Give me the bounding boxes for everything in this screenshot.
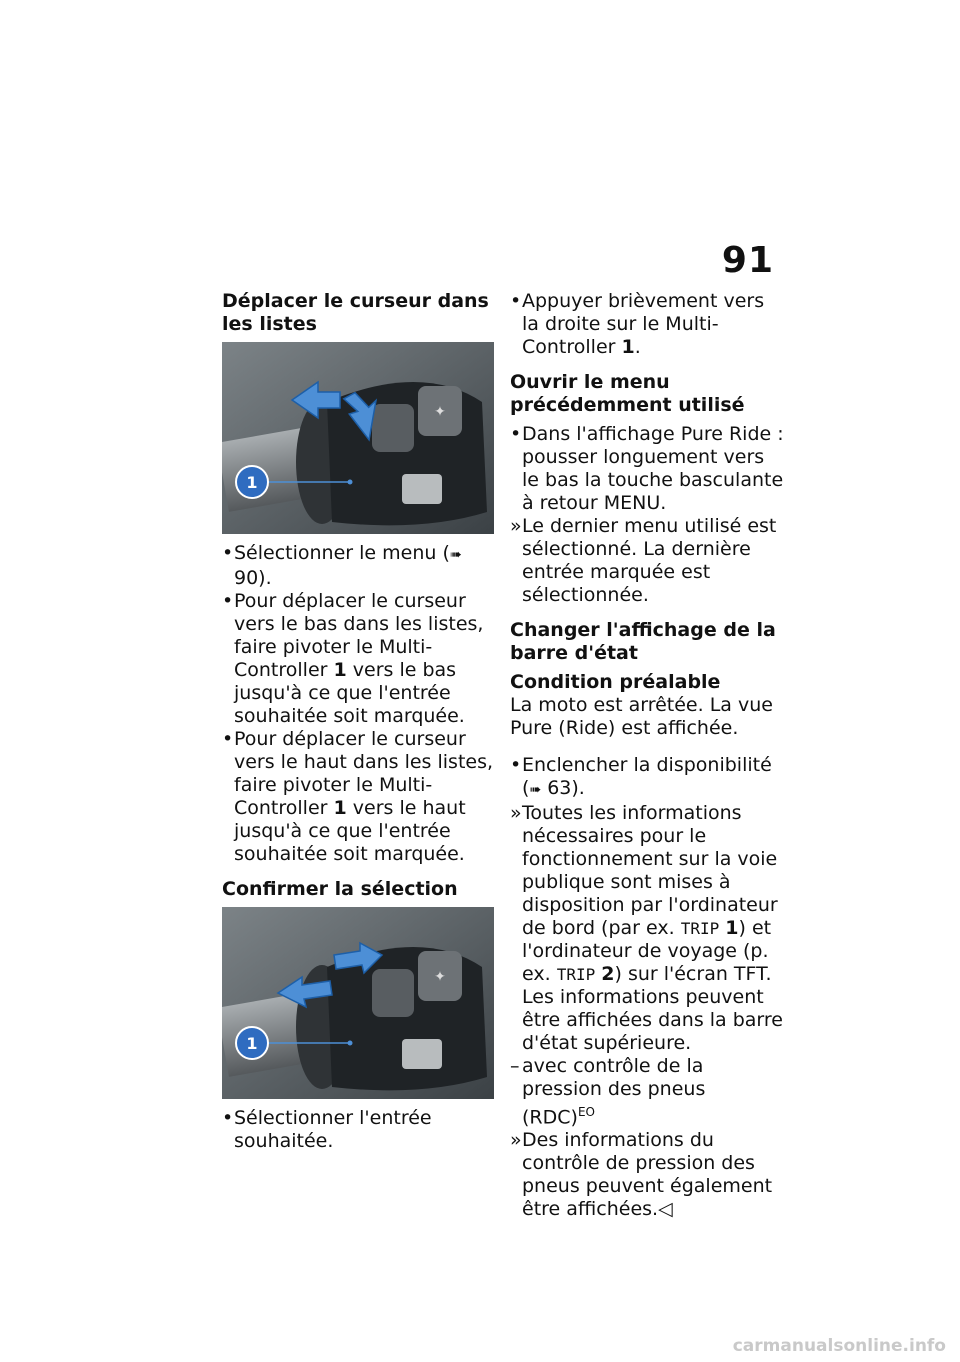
svg-text:✦: ✦: [434, 969, 446, 985]
ref-arrow-icon: ➠: [529, 782, 542, 798]
handlebar-illustration: [222, 342, 494, 534]
section-title-confirm: Confirmer la sélection: [222, 878, 458, 900]
callout-1: 1: [246, 1034, 258, 1053]
bullet-mark: •: [222, 728, 234, 750]
result-item: » Le dernier menu utilisé est sélectionné. La dernière entrée marquée est sélectionnée.: [510, 515, 777, 606]
dash-mark: –: [510, 1055, 520, 1077]
result-mark: »: [510, 515, 522, 537]
section-title-move-cursor: Déplacer le curseur dans les listes: [222, 290, 489, 335]
bullet-mark: •: [222, 1107, 234, 1129]
svg-text:✦: ✦: [434, 404, 446, 420]
figure-multi-controller-confirm: [222, 907, 494, 1099]
section-title-status-bar: Changer l'affichage de la barre d'état: [510, 619, 776, 664]
bullet-mark: •: [510, 290, 522, 312]
result-mark: »: [510, 1129, 522, 1152]
list-item: • Pour déplacer le curseur vers le bas dans les listes, faire pivoter le Multi-Controller 1 vers le bas jusqu'à ce que l'entrée souhaitée soit marquée.: [222, 590, 484, 727]
list-item: • Enclencher la disponibilité (➠ 63).: [510, 754, 772, 799]
callout-1: 1: [246, 473, 258, 492]
page-ref[interactable]: 90).: [234, 567, 272, 589]
handlebar-illustration: [222, 907, 494, 1099]
list-item: • Sélectionner le menu (➠ 90).: [222, 542, 462, 589]
result-mark: »: [510, 802, 522, 824]
trip-label: TRIP: [556, 965, 596, 984]
list-item: • Sélectionner l'entrée souhaitée.: [222, 1107, 432, 1152]
bullet-mark: •: [510, 754, 522, 776]
left-column: [222, 290, 494, 1153]
eo-superscript: EO: [577, 1105, 595, 1119]
footer-watermark: carmanualsonline.info: [732, 1336, 946, 1356]
figure-multi-controller-scroll: [222, 342, 494, 534]
list-item: • Dans l'affichage Pure Ride : pousser longuement vers le bas la touche basculante à retour MENU.: [510, 423, 784, 514]
bullet-mark: •: [222, 542, 234, 564]
list-item: • Pour déplacer le curseur vers le haut dans les listes, faire pivoter le Multi-Controller 1 vers le haut jusqu'à ce que l'entrée souhaitée soit marquée.: [222, 728, 494, 865]
condition-text: La moto est arrêtée. La vue Pure (Ride) est affichée.: [510, 694, 773, 739]
result-item: » Des informations du contrôle de pression des pneus peuvent également être affichées.◁: [510, 1129, 773, 1221]
condition-title: Condition préalable: [510, 671, 721, 693]
bullet-mark: •: [510, 423, 522, 445]
ref-arrow-icon: ➠: [449, 547, 462, 563]
bullet-mark: •: [222, 590, 234, 612]
dash-item: – avec contrôle de la pression des pneus (RDC)$^{EO}$: [510, 1055, 706, 1129]
result-item: » Toutes les informations nécessaires pour le fonctionnement sur la voie publique sont mises à disposition par l'ordinateur de bord (par ex. TRIP 1) et l'ordinateur de voyage (p. ex. TRIP 2) sur l'écran TFT. Les informations peuvent être affichées dans la barre d'état supérieure.: [510, 802, 783, 1054]
right-column: [510, 290, 784, 1221]
list-item: • Appuyer brièvement vers la droite sur le Multi-Controller 1.: [510, 290, 765, 358]
page-number: 91: [721, 240, 774, 281]
page-ref[interactable]: 63).: [547, 777, 585, 799]
trip-label: TRIP: [680, 919, 720, 938]
section-title-open-previous-menu: Ouvrir le menu précédemment utilisé: [510, 371, 745, 416]
end-mark-icon: ◁: [658, 1198, 673, 1221]
